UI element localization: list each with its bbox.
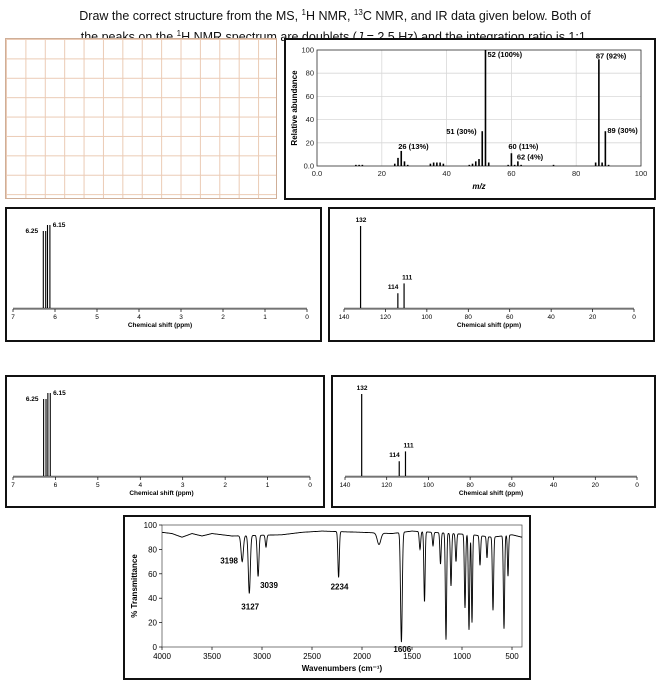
ms-peak-label: 62 (4%) xyxy=(516,152,544,162)
hnmr-tick-label: 2 xyxy=(221,314,225,321)
hnmr-chart-2 xyxy=(7,377,323,506)
ir-peak-label: 1606 xyxy=(393,645,412,655)
hnmr-tick-label: 0 xyxy=(308,482,312,489)
hnmr-chart-1 xyxy=(7,209,320,340)
cnmr-tick-label: 60 xyxy=(506,314,514,321)
cnmr-tick-label: 120 xyxy=(379,314,391,321)
hnmr-tick-label: 4 xyxy=(137,314,141,321)
ms-peak-label: 26 (13%) xyxy=(398,141,429,151)
ms-ytick-label: 20 xyxy=(305,138,314,148)
hnmr-tick-label: 6 xyxy=(53,314,57,321)
cnmr-tick-label: 20 xyxy=(591,482,599,489)
hnmr-panel-2 xyxy=(5,375,325,508)
ms-ylabel: Relative abundance xyxy=(290,70,299,146)
ir-ytick-label: 60 xyxy=(148,569,157,579)
hnmr-tick-label: 4 xyxy=(138,482,143,489)
ir-peak-label: 2234 xyxy=(330,582,349,592)
hnmr-tick-label: 7 xyxy=(11,482,15,489)
ir-ytick-label: 40 xyxy=(148,594,157,604)
ir-xtick-label: 2000 xyxy=(353,652,371,661)
cnmr-tick-label: 20 xyxy=(588,314,597,321)
ms-plot-frame xyxy=(317,50,641,166)
ms-xlabel: m/z xyxy=(472,182,486,191)
ir-chart xyxy=(125,517,529,678)
ms-ytick-label: 100 xyxy=(301,45,314,55)
ir-xtick-label: 1500 xyxy=(403,652,421,661)
cnmr-tick-label: 0 xyxy=(635,482,639,489)
cnmr-peak-label: 132 xyxy=(356,385,368,392)
ir-panel xyxy=(123,515,531,680)
hnmr-tick-label: 6 xyxy=(53,482,58,489)
cnmr-tick-label: 40 xyxy=(549,482,558,489)
ir-ytick-label: 20 xyxy=(148,618,157,628)
ir-xtick-label: 2500 xyxy=(303,652,321,661)
hnmr-peak-label: 6.15 xyxy=(52,222,66,229)
ms-peak-label: 87 (92%) xyxy=(595,51,627,61)
ir-xtick-label: 500 xyxy=(505,652,519,661)
ms-ytick-label: 0.0 xyxy=(303,161,314,171)
ms-xtick-label: 40 xyxy=(442,169,451,178)
cnmr-peak-label: 114 xyxy=(387,284,399,292)
ms-panel xyxy=(284,38,656,200)
ir-peak-label: 3198 xyxy=(220,556,238,566)
question-line-2: 1 xyxy=(176,29,182,39)
cnmr-peak-label: 132 xyxy=(355,217,367,224)
ms-xtick-label: 80 xyxy=(572,169,581,178)
hnmr-xlabel: Chemical shift (ppm) xyxy=(127,322,193,329)
ir-peak-label: 3039 xyxy=(260,581,278,591)
ms-xtick-label: 0.0 xyxy=(311,169,323,178)
hnmr-tick-label: 5 xyxy=(96,482,100,489)
ms-chart xyxy=(286,40,654,198)
cnmr-peak-label: 111 xyxy=(402,274,413,282)
cnmr-chart-1 xyxy=(330,209,653,340)
cnmr-peak-label: 111 xyxy=(403,442,414,450)
hnmr-tick-label: 7 xyxy=(11,314,15,321)
hnmr-xlabel: Chemical shift (ppm) xyxy=(129,490,194,497)
cnmr-xlabel: Chemical shift (ppm) xyxy=(456,322,522,329)
cnmr-tick-label: 0 xyxy=(632,314,636,321)
hnmr-tick-label: 5 xyxy=(95,314,99,321)
cnmr-tick-label: 100 xyxy=(422,482,434,489)
ir-ytick-label: 80 xyxy=(148,545,157,555)
ms-xtick-label: 60 xyxy=(507,169,516,178)
ms-peak-label: 51 (30%) xyxy=(446,127,477,137)
hnmr-tick-label: 0 xyxy=(305,314,309,321)
ms-peak-label: 52 (100%) xyxy=(487,50,523,59)
ms-ytick-label: 80 xyxy=(305,68,314,78)
cnmr-tick-label: 140 xyxy=(339,482,351,489)
hnmr-tick-label: 1 xyxy=(265,482,270,489)
ms-xtick-label: 20 xyxy=(377,169,386,178)
cnmr-chart-2 xyxy=(333,377,654,506)
hnmr-peak-label: 6.25 xyxy=(25,228,39,235)
hnmr-peak-label: 6.25 xyxy=(25,396,39,403)
ir-xtick-label: 3500 xyxy=(203,652,221,661)
ir-xtick-label: 3000 xyxy=(253,652,271,661)
ir-xtick-label: 1000 xyxy=(453,652,471,661)
cnmr-tick-label: 140 xyxy=(338,314,350,321)
cnmr-tick-label: 60 xyxy=(508,482,516,489)
ir-xtick-label: 4000 xyxy=(153,652,171,661)
cnmr-xlabel: Chemical shift (ppm) xyxy=(458,490,524,497)
hnmr-peak-label: 6.15 xyxy=(53,390,66,397)
ir-xlabel: Wavenumbers (cm⁻¹) xyxy=(301,664,383,673)
ir-ytick-label: 100 xyxy=(143,521,157,530)
cnmr-peak-label: 114 xyxy=(389,452,400,460)
cnmr-panel-2 xyxy=(331,375,656,508)
ir-ytick-label: 0 xyxy=(152,643,157,652)
cnmr-tick-label: 100 xyxy=(421,314,433,321)
cnmr-tick-label: 120 xyxy=(381,482,393,489)
cnmr-panel-1 xyxy=(328,207,655,342)
ms-xtick-label: 100 xyxy=(634,169,648,178)
hnmr-panel-1 xyxy=(5,207,322,342)
ms-peak-label: 60 (11%) xyxy=(508,142,539,152)
cnmr-tick-label: 80 xyxy=(464,314,472,321)
ms-ytick-label: 40 xyxy=(305,115,314,125)
ir-peak-label: 3127 xyxy=(241,602,260,612)
hnmr-tick-label: 3 xyxy=(180,482,185,489)
ms-peak-label: 89 (30%) xyxy=(607,126,638,136)
ms-ytick-label: 60 xyxy=(305,91,314,101)
cnmr-tick-label: 80 xyxy=(466,482,474,489)
hnmr-tick-label: 1 xyxy=(263,314,267,321)
ir-ylabel: % Transmittance xyxy=(130,554,139,618)
question-line-1: Draw the correct structure from the MS, $^1$H NMR, $^{13}$C NMR, and IR data given below. Both of xyxy=(79,8,591,24)
hnmr-tick-label: 3 xyxy=(179,314,183,321)
hnmr-tick-label: 2 xyxy=(223,482,227,489)
cnmr-tick-label: 40 xyxy=(547,314,555,321)
drawing-grid[interactable] xyxy=(5,38,277,199)
